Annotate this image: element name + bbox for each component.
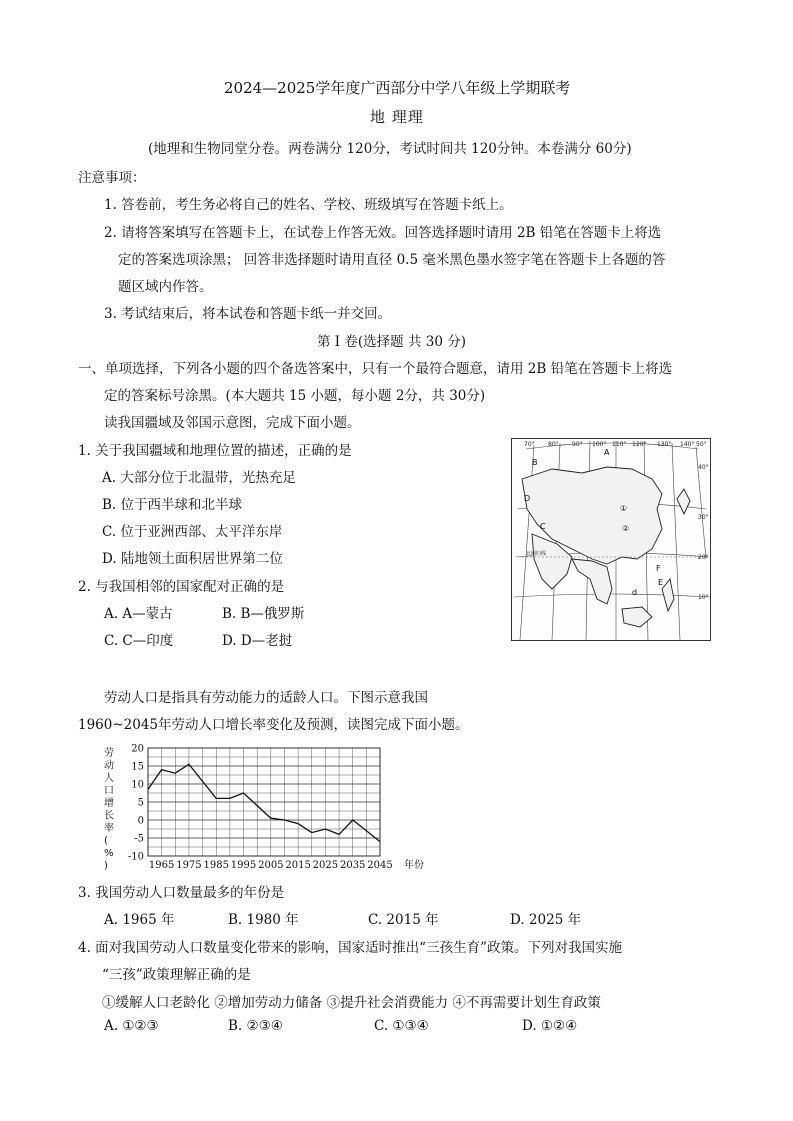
map-marker-2: ② <box>622 524 630 533</box>
map-letter-a: A <box>604 448 610 457</box>
territory-map <box>511 438 711 641</box>
labor-growth-chart-svg <box>100 742 430 870</box>
q3-option-b[interactable]: B. 1980 年 <box>228 912 299 928</box>
lon-label: 50° <box>696 441 707 448</box>
q1-option-d[interactable]: D. 陆地领土面积居世界第二位 <box>102 551 283 567</box>
chart-ylabel-char: % <box>104 848 114 859</box>
map-letter-d: D <box>524 494 531 503</box>
chart-ylabel-char: 动 <box>104 760 114 772</box>
chart-ylabel-char: ( <box>104 835 108 847</box>
q1-option-b[interactable]: B. 位于西半球和北半球 <box>102 497 243 513</box>
japan-land <box>677 489 690 514</box>
q3-option-a[interactable]: A. 1965 年 <box>104 912 175 928</box>
y-tick-label: -10 <box>127 851 144 863</box>
x-tick-label: 2035 <box>339 860 366 870</box>
graticule-line <box>520 445 534 640</box>
notice-item-2-line2: 定的答案选项涂黑； 回答非选择题时请用直径 0.5 毫米黑色墨水签字笔在答题卡上各题的答 <box>118 252 666 268</box>
section-instruction-line1: 一、单项选择，下列各小题的四个备选答案中，只有一个最符合题意，请用 2B 铅笔在答题卡上将选 <box>78 361 673 377</box>
q4-option-a[interactable]: A. ①②③ <box>104 1018 159 1034</box>
chart-ylabel-char: 口 <box>104 785 114 797</box>
exam-note: (地理和生物同堂分卷。两卷满分 120分，考试时间共 120分钟。本卷满分 60分) <box>148 141 632 157</box>
lon-label: 80° <box>548 441 559 448</box>
lon-label: 140° <box>680 441 695 448</box>
q4-option-b[interactable]: B. ②③④ <box>228 1018 283 1034</box>
q3-option-d[interactable]: D. 2025 年 <box>510 912 582 928</box>
chart-ylabel-char: 人 <box>104 773 114 784</box>
q4-statements: ①缓解人口老龄化 ②增加劳动力储备 ③提升社会消费能力 ④不再需要计划生育政策 <box>102 995 601 1011</box>
q3-stem: 3. 我国劳动人口数量最多的年份是 <box>78 885 285 901</box>
map-letter-f: F <box>656 564 661 573</box>
x-tick-label: 1985 <box>203 860 229 870</box>
q4-stem-line1: 4. 面对我国劳动人口数量变化带来的影响，国家适时推出“三孩生育”政策。下列对我国实施 <box>78 940 622 956</box>
map-letter-b: B <box>532 458 538 467</box>
y-tick-label: 10 <box>131 779 144 791</box>
q4-stem-line2: “三孩”政策理解正确的是 <box>102 967 251 983</box>
x-tick-label: 1965 <box>148 860 175 870</box>
y-tick-label: 15 <box>131 761 144 773</box>
y-tick-label: -5 <box>134 833 144 845</box>
exam-title: 2024—2025学年度广西部分中学八年级上学期联考 <box>224 79 571 97</box>
q1-option-c[interactable]: C. 位于亚洲西部、太平洋东岸 <box>102 524 283 540</box>
y-tick-label: 5 <box>137 797 144 809</box>
x-tick-label: 2015 <box>285 860 311 870</box>
notice-item-2-line3: 题区域内作答。 <box>118 279 213 295</box>
tropic-label: 北回归线 <box>526 551 547 557</box>
lon-label: 110° <box>612 441 627 448</box>
notice-item-1: 1. 答卷前，考生务必将自己的姓名、学校、班级填写在答题卡纸上。 <box>104 197 513 213</box>
graticule-line <box>514 594 710 597</box>
territory-map-svg <box>512 439 710 640</box>
x-tick-label: 1975 <box>176 860 202 870</box>
passage2-line2: 1960~2045年劳动人口增长率变化及预测，读图完成下面小题。 <box>78 717 469 733</box>
lon-label: 90° <box>572 441 583 448</box>
x-tick-label: 2005 <box>258 860 284 870</box>
map-lead: 读我国疆域及邻国示意图，完成下面小题。 <box>104 415 361 431</box>
labor-growth-chart <box>100 742 430 870</box>
chart-ylabel <box>104 746 114 870</box>
lon-label: 70° <box>524 441 535 448</box>
lat-label: 30° <box>698 514 709 521</box>
chart-ylabel-char: 劳 <box>104 748 114 759</box>
lat-label: 20° <box>698 554 709 561</box>
x-tick-label: 1995 <box>230 860 257 870</box>
q1-option-a[interactable]: A. 大部分位于北温带，光热充足 <box>102 470 296 486</box>
q4-option-d[interactable]: D. ①②④ <box>522 1018 578 1034</box>
lon-label: 120° <box>632 441 647 448</box>
lat-label: 40° <box>698 464 709 471</box>
lon-label: 130° <box>657 441 672 448</box>
graticule-line <box>672 443 680 640</box>
q2-option-a[interactable]: A. A—蒙古 <box>104 606 173 622</box>
lat-label: 10° <box>698 594 709 601</box>
map-letter-c: C <box>540 522 546 531</box>
island-land <box>662 579 674 611</box>
map-marker-1: ① <box>620 504 628 513</box>
subject-title: 地 理理 <box>370 108 424 126</box>
y-tick-label: 20 <box>131 743 144 755</box>
q2-stem: 2. 与我国相邻的国家配对正确的是 <box>78 579 285 595</box>
section-instruction-line2: 定的答案标号涂黑。(本大题共 15 小题，每小题 2分，共 30分) <box>104 388 486 404</box>
passage2-line1: 劳动人口是指具有劳动能力的适龄人口。下图示意我国 <box>104 690 428 706</box>
q3-option-c[interactable]: C. 2015 年 <box>368 912 439 928</box>
map-letter-small-d: d <box>632 588 638 597</box>
q2-option-d[interactable]: D. D—老挝 <box>222 633 293 649</box>
chart-ylabel-char: ) <box>104 860 108 870</box>
chart-ylabel-char: 率 <box>104 823 114 834</box>
q2-option-c[interactable]: C. C—印度 <box>104 633 174 649</box>
section-title: 第 I 卷(选择题 共 30 分) <box>317 334 467 350</box>
y-tick-label: 0 <box>137 815 144 827</box>
chart-x-unit: 年份 <box>404 860 424 870</box>
q4-option-c[interactable]: C. ①③④ <box>374 1018 429 1034</box>
q2-option-b[interactable]: B. B—俄罗斯 <box>222 606 305 622</box>
notice-item-3: 3. 考试结束后，将本试卷和答题卡纸一并交回。 <box>104 306 392 322</box>
x-tick-label: 2045 <box>367 860 393 870</box>
indochina-land <box>572 559 612 604</box>
lon-label: 100° <box>592 441 607 448</box>
map-letter-e: E <box>658 578 664 587</box>
growth-rate-line <box>148 764 380 841</box>
chart-ylabel-char: 长 <box>104 810 114 822</box>
chart-ylabel-char: 增 <box>104 798 114 809</box>
notice-heading: 注意事项： <box>78 170 146 186</box>
q1-stem: 1. 关于我国疆域和地理位置的描述，正确的是 <box>78 443 352 459</box>
notice-item-2-line1: 2. 请将答案填写在答题卡上，在试卷上作答无效。回答选择题时请用 2B 铅笔在答题卡上将选 <box>104 225 662 241</box>
x-tick-label: 2025 <box>312 860 339 870</box>
